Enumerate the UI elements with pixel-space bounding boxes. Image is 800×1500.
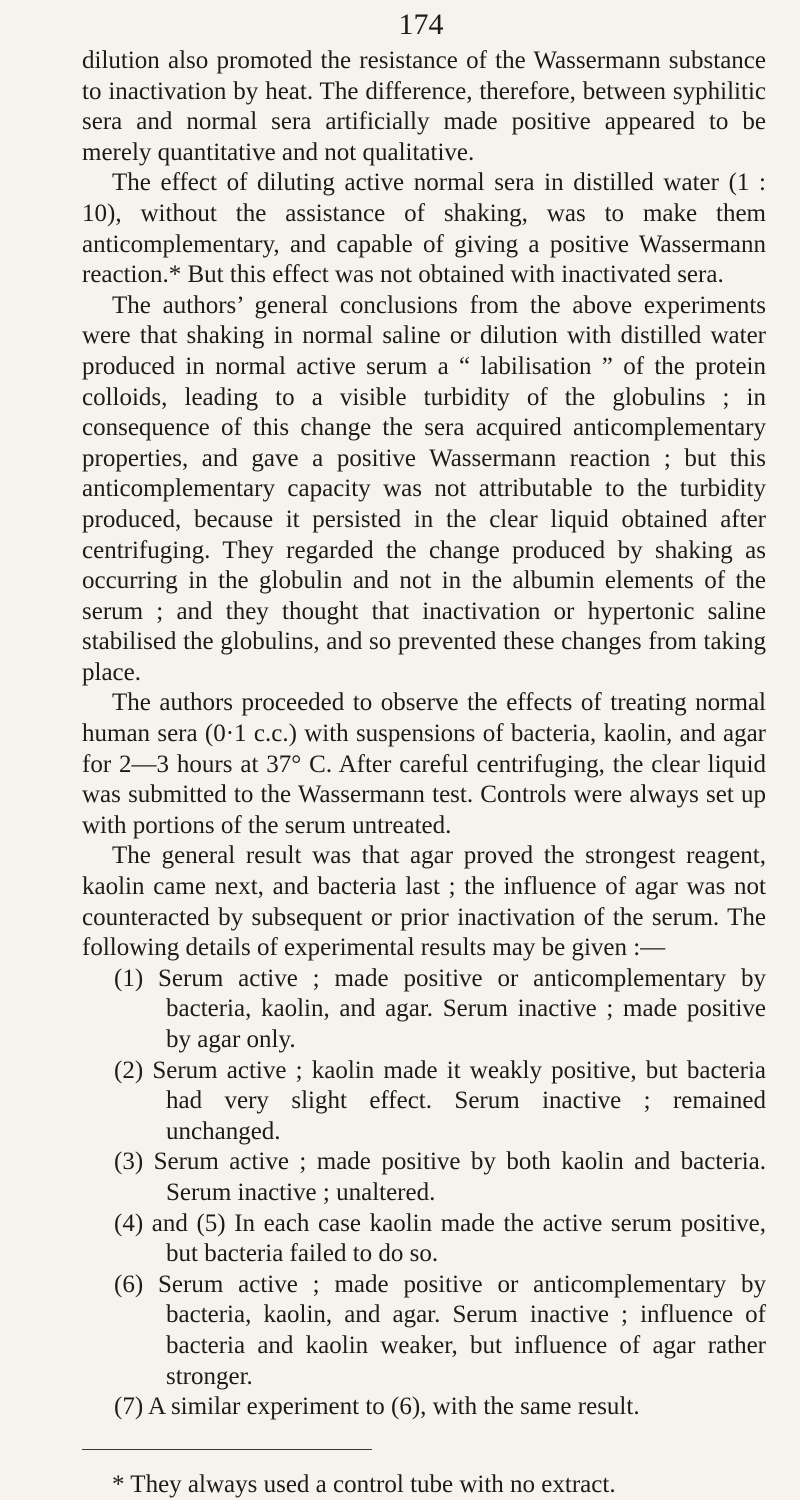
page-number: 174	[398, 8, 444, 41]
paragraph-treatment-method: The authors proceeded to observe the effects of treating normal human sera (0·1 c.c.) with suspensions of bacteria, kaolin, and agar for 2—3 hours at 37° C. After careful centrifuging, the clear liquid was submitted to the Wassermann test. Controls were always set up with portions of the serum untreated.	[82, 689, 766, 839]
result-item: (6) Serum active ; made positive or anticomplementary by bacteria, kaolin, and agar. Serum inactive ; influence of bacteria and kaolin weaker, but influence of agar rather stronger.	[114, 1270, 766, 1390]
footnote: * They always used a control tube with no extract.	[112, 1470, 616, 1498]
paragraph-general-result: The general result was that agar proved the strongest reagent, kaolin came next, and bacteria last ; the influence of agar was not counteracted by subsequent or prior inactivation of the serum. The following details of experimental results may be given :—	[82, 842, 766, 962]
footnote-divider	[82, 1449, 372, 1450]
result-item: (4) and (5) In each case kaolin made the active serum positive, but bacteria failed to do so.	[114, 1209, 766, 1268]
experimental-results-list	[82, 964, 766, 1423]
result-item: (2) Serum active ; kaolin made it weakly positive, but bacteria had very slight effect. Serum inactive ; remained unchanged.	[114, 1056, 766, 1145]
paragraph-dilution-effect: The effect of diluting active normal sera in distilled water (1 : 10), without the assistance of shaking, was to make them anticomplementary, and capable of giving a positive Wassermann reaction.* But this effect was not obtained with inactivated sera.	[82, 169, 766, 289]
paragraph-continuation: dilution also promoted the resistance of the Wassermann substance to inactivation by heat. The difference, therefore, between syphilitic sera and normal sera artificially made positive appeared to be merely quantitative and not qualitative.	[82, 47, 766, 166]
result-item: (3) Serum active ; made positive by both kaolin and bacteria. Serum inactive ; unaltered.	[114, 1148, 766, 1206]
result-item: (7) A similar experiment to (6), with the same result.	[114, 1393, 640, 1421]
result-item: (1) Serum active ; made positive or anticomplementary by bacteria, kaolin, and agar. Serum inactive ; made positive by agar only.	[114, 964, 766, 1053]
paragraph-general-conclusions: The authors’ general conclusions from the above experiments were that shaking in normal saline or dilution with distilled water produced in normal active serum a “ labilisation ” of the protein colloids, leading to a visible turbidity of the globulins ; in consequence of this change the sera acquired anticomplementary properties, and gave a positive Wassermann reaction ; but this anticomplementary capacity was not attributable to the turbidity produced, because it persisted in the clear liquid obtained after centrifuging. They regarded the change produced by shaking as occurring in the globulin and not in the albumin elements of the serum ; and they thought that inactivation or hypertonic saline stabilised the globulins, and so prevented these changes from taking place.	[82, 291, 766, 686]
